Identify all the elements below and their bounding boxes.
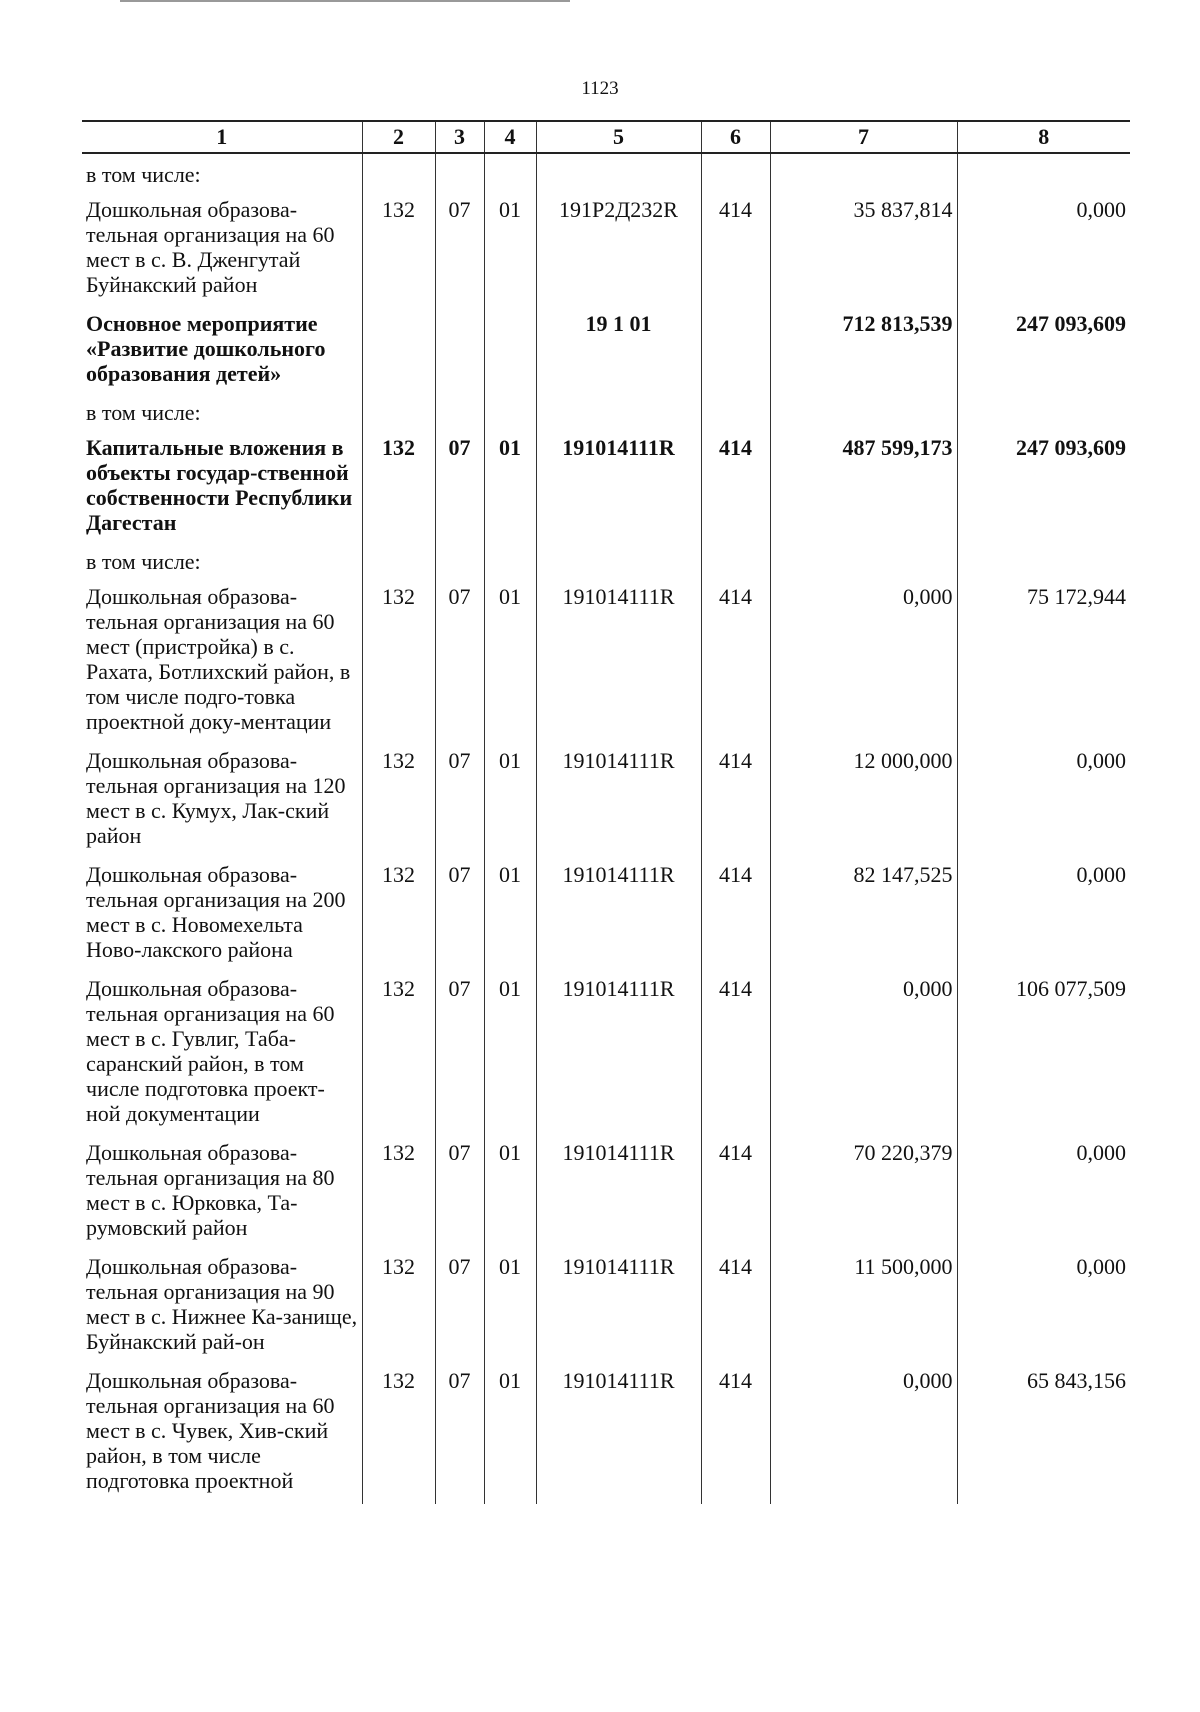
row-amount-year-2 [957,400,1130,435]
row-ministry-code: 132 [362,584,435,748]
scan-top-rule [120,0,570,2]
row-subsection-code: 01 [484,748,536,862]
row-name: Дошкольная образова-тельная организация на 60 мест в с. В. Дженгутай Буйнакский район [86,197,335,297]
row-subsection-code [484,400,536,435]
table-row [82,549,1130,584]
row-amount-year-2: 247 093,609 [957,311,1130,400]
row-amount-year-2 [957,549,1130,584]
row-subsection-code: 01 [484,1140,536,1254]
row-amount-year-2: 247 093,609 [957,435,1130,549]
row-name: Дошкольная образова-тельная организация на 90 мест в с. Нижнее Ка-занище, Буйнакский рай-он [86,1254,358,1354]
row-amount-year-2: 0,000 [957,1140,1130,1254]
row-amount-year-2: 0,000 [957,197,1130,311]
header-col-5: 5 [536,121,701,153]
row-ministry-code: 132 [362,862,435,976]
row-expense-type: 414 [701,197,770,311]
row-section-code [435,549,484,584]
row-amount-year-1: 11 500,000 [770,1254,957,1368]
row-target-article: 191014111R [536,584,701,748]
row-amount-year-1: 487 599,173 [770,435,957,549]
budget-table [82,120,1130,1504]
row-target-article [536,153,701,197]
row-section-code: 07 [435,976,484,1140]
row-amount-year-2 [957,153,1130,197]
table-row [82,1254,1130,1368]
row-amount-year-2: 75 172,944 [957,584,1130,748]
row-name: Основное мероприятие «Развитие дошкольного образования детей» [86,311,326,386]
row-section-code: 07 [435,1254,484,1368]
row-subsection-code: 01 [484,435,536,549]
row-target-article: 191014111R [536,862,701,976]
row-target-article [536,400,701,435]
header-col-6: 6 [701,121,770,153]
row-name: Дошкольная образова-тельная организация на 60 мест (пристройка) в с. Рахата, Ботлихский район, в том числе подго-товка проектной доку-ментации [86,584,351,734]
row-expense-type: 414 [701,1254,770,1368]
row-subsection-code: 01 [484,197,536,311]
row-target-article: 19 1 01 [536,311,701,400]
header-col-8: 8 [957,121,1130,153]
row-expense-type: 414 [701,1368,770,1504]
row-target-article: 191Р2Д232R [536,197,701,311]
row-expense-type: 414 [701,976,770,1140]
row-section-code: 07 [435,435,484,549]
header-col-7: 7 [770,121,957,153]
row-section-code [435,311,484,400]
row-target-article: 191014111R [536,1140,701,1254]
row-ministry-code: 132 [362,748,435,862]
table-row [82,748,1130,862]
row-ministry-code [362,400,435,435]
row-target-article: 191014111R [536,1368,701,1504]
row-expense-type: 414 [701,584,770,748]
header-col-4: 4 [484,121,536,153]
row-amount-year-1: 35 837,814 [770,197,957,311]
header-col-1: 1 [82,121,362,153]
row-name: Дошкольная образова-тельная организация на 60 мест в с. Чувек, Хив-ский район, в том числе подготовка проектной [86,1368,335,1493]
row-amount-year-1: 12 000,000 [770,748,957,862]
row-name: Дошкольная образова-тельная организация на 80 мест в с. Юрковка, Та-румовский район [86,1140,335,1240]
row-name: в том числе: [86,162,201,187]
table-row [82,153,1130,197]
row-subsection-code [484,153,536,197]
row-expense-type [701,549,770,584]
row-amount-year-2: 0,000 [957,1254,1130,1368]
row-section-code: 07 [435,1140,484,1254]
row-amount-year-1 [770,400,957,435]
row-ministry-code: 132 [362,1140,435,1254]
table-row [82,197,1130,311]
row-expense-type [701,400,770,435]
row-section-code: 07 [435,584,484,748]
row-name: Дошкольная образова-тельная организация на 120 мест в с. Кумух, Лак-ский район [86,748,346,848]
row-name: Дошкольная образова-тельная организация на 200 мест в с. Новомехельта Ново-лакского района [86,862,346,962]
row-target-article: 191014111R [536,976,701,1140]
row-subsection-code: 01 [484,862,536,976]
row-amount-year-1: 70 220,379 [770,1140,957,1254]
row-target-article: 191014111R [536,748,701,862]
row-expense-type [701,153,770,197]
row-target-article [536,549,701,584]
row-name: в том числе: [86,549,201,574]
row-amount-year-2: 0,000 [957,748,1130,862]
row-ministry-code: 132 [362,1368,435,1504]
row-name: Дошкольная образова-тельная организация на 60 мест в с. Гувлиг, Таба-саранский район, в том числе подготовка проект-ной документации [86,976,335,1126]
row-expense-type: 414 [701,1140,770,1254]
row-amount-year-2: 106 077,509 [957,976,1130,1140]
row-section-code [435,153,484,197]
table-row [82,400,1130,435]
table-row [82,435,1130,549]
row-amount-year-1: 0,000 [770,584,957,748]
row-target-article: 191014111R [536,435,701,549]
row-amount-year-1: 82 147,525 [770,862,957,976]
row-ministry-code [362,153,435,197]
row-ministry-code [362,549,435,584]
row-section-code: 07 [435,1368,484,1504]
row-amount-year-1: 0,000 [770,1368,957,1504]
row-expense-type: 414 [701,748,770,862]
row-expense-type [701,311,770,400]
table-header-row [82,121,1130,153]
row-expense-type: 414 [701,435,770,549]
table-row [82,976,1130,1140]
row-section-code: 07 [435,748,484,862]
table-body [82,153,1130,1504]
row-expense-type: 414 [701,862,770,976]
row-amount-year-1 [770,153,957,197]
page-number: 1123 [581,78,619,99]
header-col-2: 2 [362,121,435,153]
table-row [82,1368,1130,1504]
table-row [82,311,1130,400]
row-name: в том числе: [86,400,201,425]
row-amount-year-1 [770,549,957,584]
row-amount-year-1: 0,000 [770,976,957,1140]
row-section-code [435,400,484,435]
row-amount-year-2: 65 843,156 [957,1368,1130,1504]
header-col-3: 3 [435,121,484,153]
row-subsection-code: 01 [484,584,536,748]
row-amount-year-1: 712 813,539 [770,311,957,400]
row-amount-year-2: 0,000 [957,862,1130,976]
row-section-code: 07 [435,862,484,976]
row-subsection-code: 01 [484,976,536,1140]
table-row [82,1140,1130,1254]
row-target-article: 191014111R [536,1254,701,1368]
row-ministry-code: 132 [362,976,435,1140]
row-subsection-code [484,549,536,584]
row-ministry-code: 132 [362,435,435,549]
row-subsection-code [484,311,536,400]
row-name: Капитальные вложения в объекты государ-ственной собственности Республики Дагестан [86,435,353,535]
row-subsection-code: 01 [484,1254,536,1368]
row-subsection-code: 01 [484,1368,536,1504]
row-section-code: 07 [435,197,484,311]
row-ministry-code: 132 [362,197,435,311]
row-ministry-code: 132 [362,1254,435,1368]
table-row [82,584,1130,748]
row-ministry-code [362,311,435,400]
table-row [82,862,1130,976]
